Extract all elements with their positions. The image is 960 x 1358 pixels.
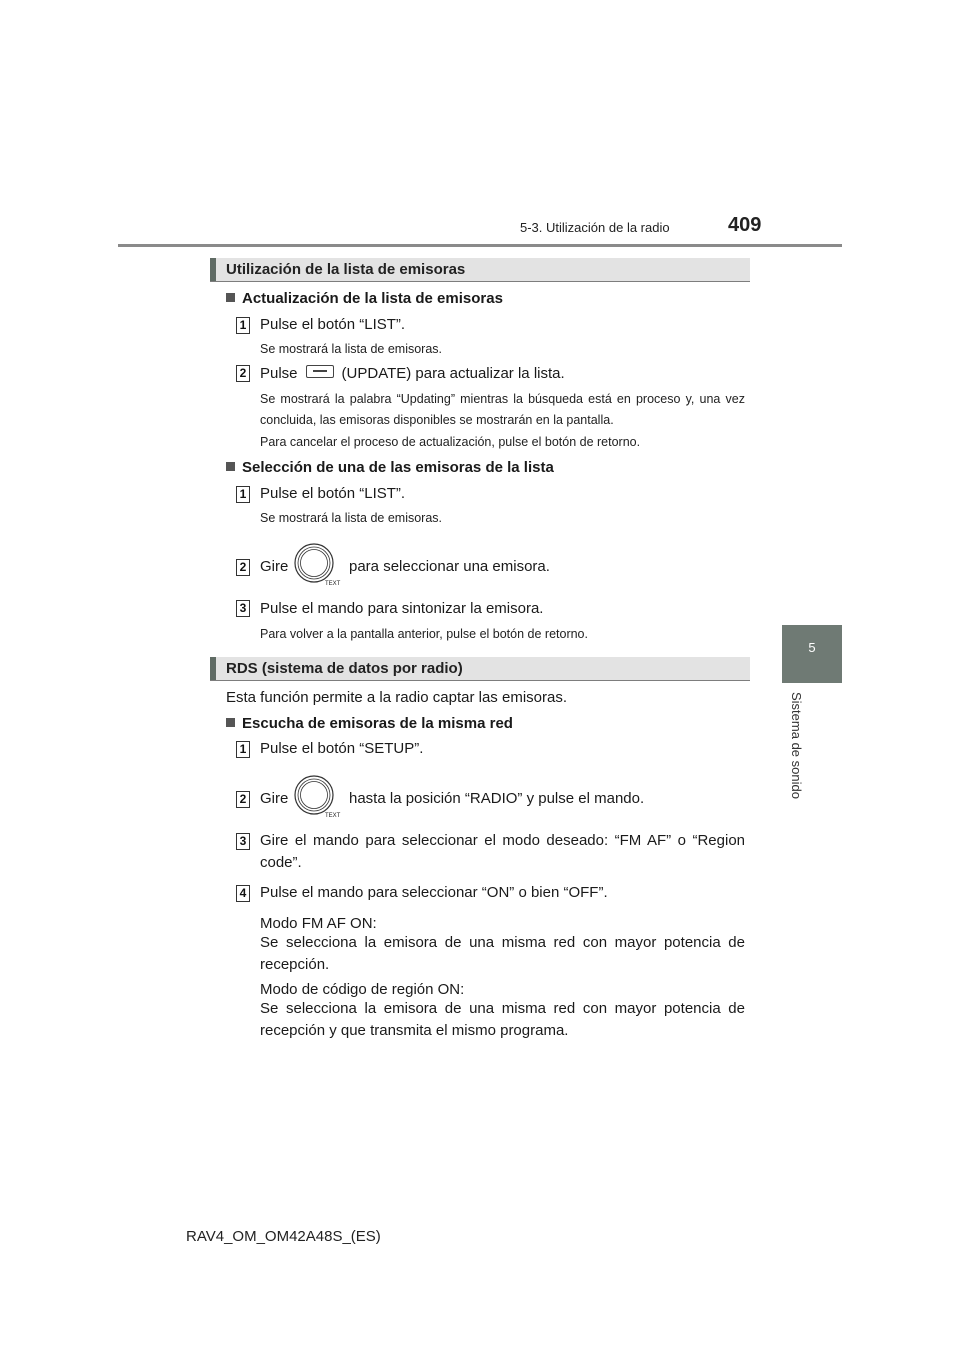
step-text: Pulse el botón “LIST”.: [260, 485, 406, 502]
section-breadcrumb: 5-3. Utilización de la radio: [520, 220, 670, 235]
step-text: Pulse el mando para sintonizar la emisora.: [260, 600, 544, 617]
subheading-update-list: [226, 290, 503, 307]
mode-description: Se selecciona la emisora de una misma red con mayor potencia de recepción.: [260, 934, 745, 973]
step-text-post: para seleccionar una emisora.: [349, 558, 550, 575]
step-note: Se mostrará la palabra “Updating” mientras la búsqueda está en proceso y, una vez concluida, las emisoras disponibles se mostrarán en la pantalla.: [260, 392, 745, 427]
step-number-badge: 3: [236, 600, 250, 617]
subheading-text: Selección de una de las emisoras de la lista: [242, 459, 554, 476]
step-number-badge: 3: [236, 833, 250, 850]
subheading-select-station: [226, 459, 554, 476]
subheading-text: Actualización de la lista de emisoras: [242, 290, 503, 307]
step-text: [260, 365, 565, 382]
square-bullet-icon: [226, 462, 235, 471]
document-code: RAV4_OM_OM42A48S_(ES): [186, 1228, 381, 1245]
section-title: RDS (sistema de datos por radio): [226, 660, 463, 677]
header-divider: [118, 244, 842, 247]
step-note: Para volver a la pantalla anterior, pulse el botón de retorno.: [260, 627, 588, 641]
step-text: Pulse el botón “LIST”.: [260, 316, 406, 333]
step-text: Pulse el botón “SETUP”.: [260, 740, 424, 757]
step-note: Se mostrará la lista de emisoras.: [260, 511, 443, 525]
section-header-rds: [210, 657, 750, 681]
subheading-same-network: [226, 715, 513, 732]
tune-knob-icon: [293, 542, 341, 587]
chapter-title: Sistema de sonido: [789, 692, 804, 799]
section-title: Utilización de la lista de emisoras: [226, 261, 466, 278]
step-text-post: hasta la posición “RADIO” y pulse el mando.: [349, 790, 645, 807]
step-number-badge: 1: [236, 317, 250, 334]
knob-label: TEXT: [325, 581, 341, 587]
step-number-badge: 2: [236, 791, 250, 808]
step-text-pre: Gire: [260, 558, 289, 575]
step-number-badge: 1: [236, 741, 250, 758]
mode-title: Modo FM AF ON:: [260, 915, 377, 932]
page-number: 409: [728, 214, 762, 236]
intro-paragraph: Esta función permite a la radio captar las emisoras.: [226, 689, 567, 706]
step-number-badge: 2: [236, 365, 250, 382]
mode-title: Modo de código de región ON:: [260, 981, 465, 998]
step-text-post: (UPDATE) para actualizar la lista.: [341, 365, 565, 382]
square-bullet-icon: [226, 718, 235, 727]
knob-label: TEXT: [325, 813, 341, 819]
step-number-badge: 4: [236, 885, 250, 902]
section-header-station-list: [210, 258, 750, 282]
step-text-pre: Gire: [260, 790, 289, 807]
step-text: Pulse el mando para seleccionar “ON” o bien “OFF”.: [260, 884, 608, 901]
step-text-pre: Pulse: [260, 365, 298, 382]
square-bullet-icon: [226, 293, 235, 302]
step-number-badge: 1: [236, 486, 250, 503]
tune-knob-icon: [293, 774, 341, 819]
mode-description: Se selecciona la emisora de una misma red con mayor potencia de recepción y que transmita el mismo programa.: [260, 1000, 745, 1039]
step-number-badge: 2: [236, 559, 250, 576]
step-text: Gire el mando para seleccionar el modo deseado: “FM AF” o “Region code”.: [260, 832, 745, 871]
step-note: Se mostrará la lista de emisoras.: [260, 342, 443, 356]
subheading-text: Escucha de emisoras de la misma red: [242, 715, 513, 732]
chapter-number: 5: [808, 640, 816, 655]
step-note: Para cancelar el proceso de actualización, pulse el botón de retorno.: [260, 435, 641, 449]
update-button-icon: [306, 365, 334, 378]
